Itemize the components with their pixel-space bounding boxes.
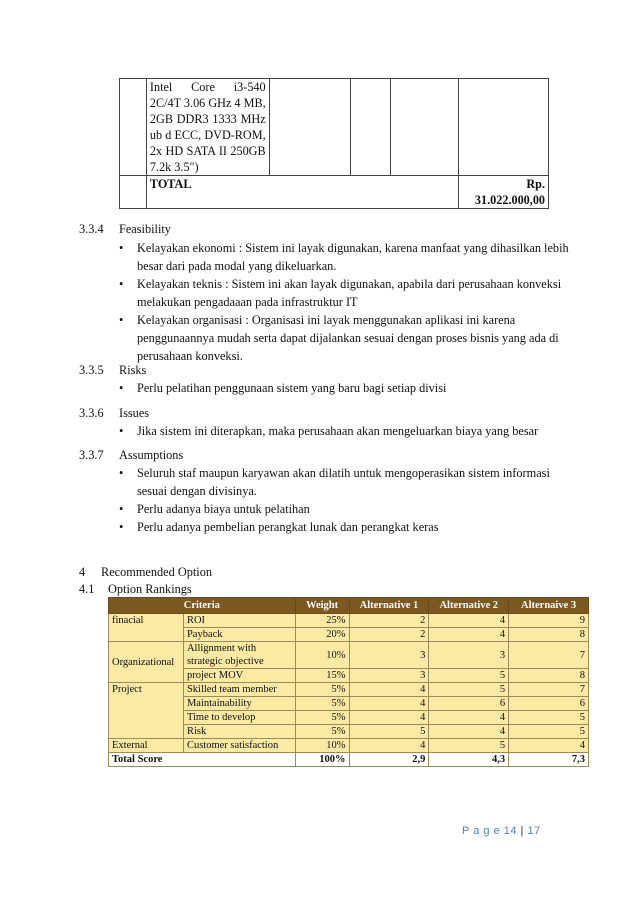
a1-cell: 4: [349, 697, 429, 711]
a3-cell: 7: [509, 642, 589, 669]
a2-cell: 4: [429, 711, 509, 725]
a2-cell: 5: [429, 739, 509, 753]
a1-cell: 2: [349, 614, 429, 628]
issues-list: [119, 422, 569, 440]
list-item: • Kelayakan organisasi : Organisasi ini layak menggunakan aplikasi ini karena penggunaannya mudah serta dapat dijalankan sesuai dengan proses bisnis yang ada di perusahaan konveksi.: [119, 313, 559, 363]
list-item: • Kelayakan ekonomi : Sistem ini layak digunakan, karena manfaat yang dihasilkan lebih besar dari pada modal yang dikeluarkan.: [119, 241, 569, 273]
list-item: • Jika sistem ini diterapkan, maka perusahaan akan mengeluarkan biaya yang besar: [119, 424, 539, 438]
a2-cell: 3: [429, 642, 509, 669]
section-heading-risks: 3.3.5 Risks: [79, 363, 147, 377]
criterion-cell: ROI: [183, 614, 295, 628]
criterion-cell: Maintainability: [183, 697, 295, 711]
table-row: [120, 79, 549, 176]
a2-cell: 4: [429, 614, 509, 628]
criterion-cell: Payback: [183, 628, 295, 642]
section-heading-issues: 3.3.6 Issues: [79, 406, 150, 420]
section-heading-assumptions: 3.3.7 Assumptions: [79, 448, 184, 462]
a1-cell: 5: [349, 725, 429, 739]
header-row: [109, 598, 589, 614]
a3-cell: 4: [509, 739, 589, 753]
group-cell: Project: [109, 683, 184, 739]
weight-cell: 5%: [295, 697, 349, 711]
group-cell: finacial: [109, 614, 184, 642]
a3-cell: 8: [509, 669, 589, 683]
a2-cell: 4: [429, 628, 509, 642]
weight-cell: 5%: [295, 711, 349, 725]
header-alt3: Alternaive 3: [509, 598, 589, 614]
a1-cell: 4: [349, 711, 429, 725]
group-cell: External: [109, 739, 184, 753]
page-footer: P a g e 14 | 17: [462, 825, 541, 837]
a1-cell: 4: [349, 683, 429, 697]
criterion-cell: project MOV: [183, 669, 295, 683]
header-weight: Weight: [295, 598, 349, 614]
table-row: [109, 614, 589, 628]
criterion-cell: Allignment with strategic objective: [183, 642, 295, 669]
a2-cell: 4: [429, 725, 509, 739]
list-item: • Perlu adanya pembelian perangkat lunak dan perangkat keras: [119, 520, 439, 534]
a3-cell: 8: [509, 628, 589, 642]
list-item: • Perlu pelatihan penggunaan sistem yang baru bagi setiap divisi: [119, 381, 447, 395]
total-row: [120, 176, 549, 209]
criterion-cell: Time to develop: [183, 711, 295, 725]
header-criteria: Criteria: [109, 598, 296, 614]
spec-cell: Intel Core i3-540 2C/4T 3.06 GHz 4 MB, 2GB DDR3 1333 MHz ub d ECC, DVD-ROM, 2x HD SATA II 250GB 7.2k 3.5"): [146, 79, 269, 176]
a3-cell: 5: [509, 725, 589, 739]
table-row: [109, 683, 589, 697]
hardware-cost-table: [119, 78, 549, 209]
group-cell: Organizational: [109, 642, 184, 683]
total-score-row: Total Score 100% 2,9 4,3 7,3: [109, 753, 589, 767]
a2-cell: 5: [429, 669, 509, 683]
criterion-cell: Customer satisfaction: [183, 739, 295, 753]
header-alt1: Alternative 1: [349, 598, 429, 614]
risks-list: [119, 379, 569, 397]
a2-cell: 5: [429, 683, 509, 697]
section-heading-feasibility: 3.3.4 Feasibility: [79, 222, 171, 236]
weight-cell: 10%: [295, 739, 349, 753]
weight-cell: 20%: [295, 628, 349, 642]
list-item: • Perlu adanya biaya untuk pelatihan: [119, 502, 310, 516]
list-item: • Seluruh staf maupun karyawan akan dilatih untuk mengoperasikan sistem informasi sesuai dengan divisinya.: [119, 466, 550, 498]
table-row: [109, 642, 589, 669]
a1-cell: 4: [349, 739, 429, 753]
a3-cell: 6: [509, 697, 589, 711]
weight-cell: 15%: [295, 669, 349, 683]
a1-cell: 3: [349, 642, 429, 669]
weight-cell: 5%: [295, 683, 349, 697]
subsection-heading-option-rankings: 4.1 Option Rankings: [79, 582, 192, 596]
a2-cell: 6: [429, 697, 509, 711]
assumptions-list: [119, 464, 569, 536]
weight-cell: 10%: [295, 642, 349, 669]
criterion-cell: Skilled team member: [183, 683, 295, 697]
table-row: [109, 739, 589, 753]
a3-cell: 5: [509, 711, 589, 725]
criterion-cell: Risk: [183, 725, 295, 739]
a1-cell: 3: [349, 669, 429, 683]
feasibility-list: [119, 239, 569, 365]
option-rankings-table: [108, 597, 589, 767]
a3-cell: 9: [509, 614, 589, 628]
section-heading-recommended-option: 4 Recommended Option: [79, 565, 212, 579]
total-label: TOTAL: [146, 176, 458, 209]
header-alt2: Alternative 2: [429, 598, 509, 614]
weight-cell: 5%: [295, 725, 349, 739]
total-value: Rp. 31.022.000,00: [459, 176, 549, 209]
list-item: • Kelayakan teknis : Sistem ini akan layak digunakan, apabila dari perusahaan konveksi melakukan pengadaaan pada infrastruktur IT: [119, 277, 562, 309]
weight-cell: 25%: [295, 614, 349, 628]
a1-cell: 2: [349, 628, 429, 642]
a3-cell: 7: [509, 683, 589, 697]
